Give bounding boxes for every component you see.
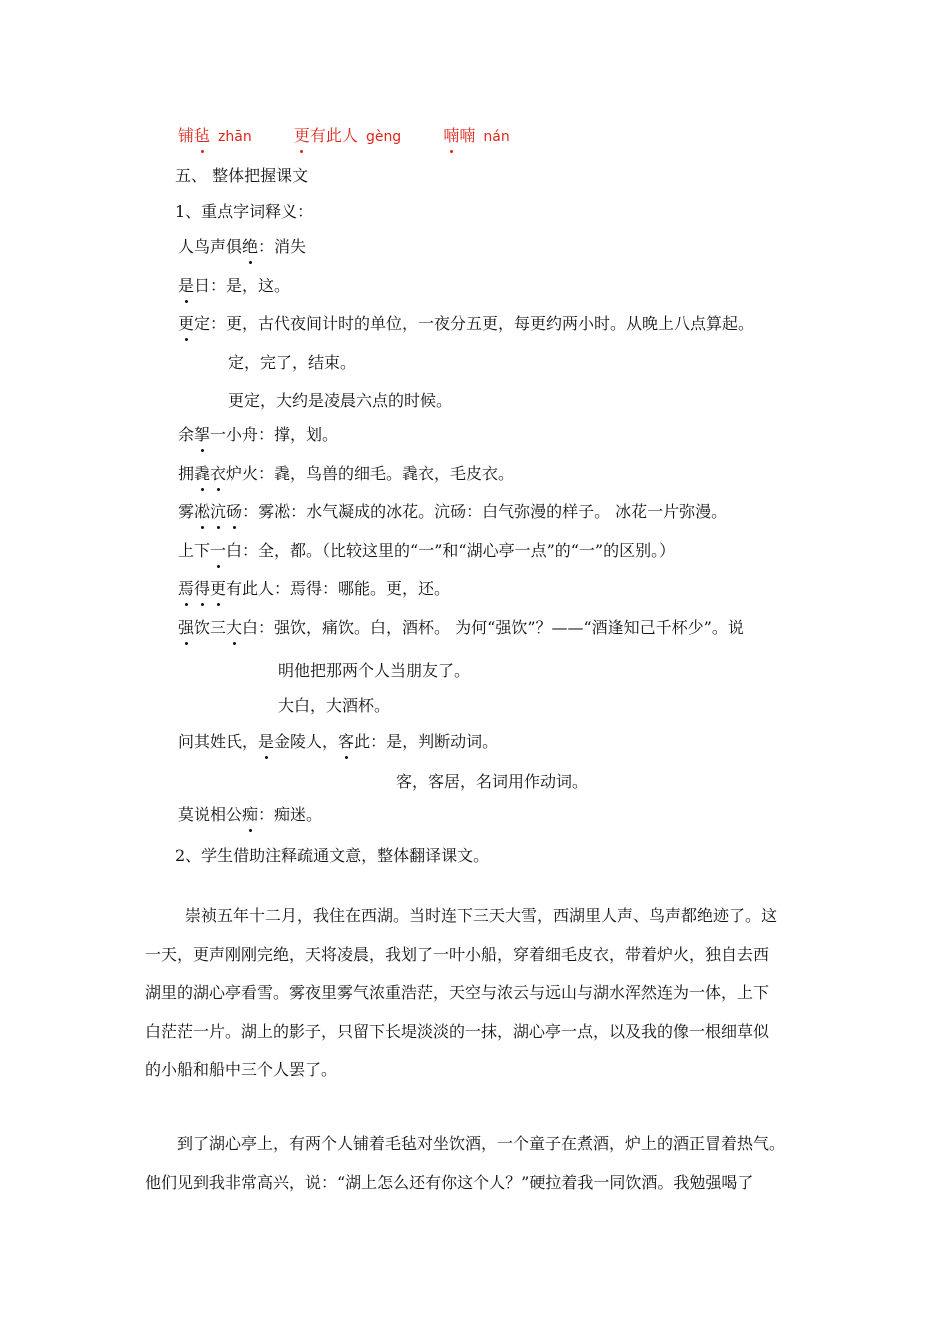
vocab-item: 莫说相公痴：痴迷。 bbox=[178, 805, 323, 824]
vocab-note: 定，完了，结束。 bbox=[228, 353, 357, 372]
pinyin-note: 更有此人 gèng bbox=[293, 126, 402, 145]
pinyin-note: 喃喃 nán bbox=[443, 126, 510, 145]
vocab-item: 拥毳衣炉火：毳，鸟兽的细毛。毳衣，毛皮衣。 bbox=[178, 464, 515, 483]
paragraph-line: 崇祯五年十二月，我住在西湖。当时连下三天大雪，西湖里人声、鸟声都绝迹了。这 bbox=[185, 906, 778, 925]
vocab-item: 上下一白：全，都。（比较这里的“一”和“湖心亭一点”的“一”的区别。） bbox=[178, 541, 676, 560]
section-title: 五、 整体把握课文 bbox=[175, 166, 309, 185]
paragraph-line: 的小船和船中三个人罢了。 bbox=[145, 1060, 338, 1080]
vocab-item: 雾凇沆砀：雾凇：水气凝成的冰花。沆砀：白气弥漫的样子。 冰花一片弥漫。 bbox=[178, 502, 728, 521]
vocab-item: 强饮三大白：强饮，痛饮。白，酒杯。 为何“强饮”？——“酒逢知己千杯少”。说 bbox=[178, 618, 744, 637]
subheading-2: 2、学生借助注释疏通文意，整体翻译课文。 bbox=[175, 846, 490, 865]
vocab-item: 更定：更，古代夜间计时的单位，一夜分五更，每更约两小时。从晚上八点算起。 bbox=[178, 314, 755, 333]
translation-paragraph-2 bbox=[145, 1125, 825, 1202]
paragraph-line: 到了湖心亭上，有两个人铺着毛毡对坐饮酒，一个童子在煮酒，炉上的酒正冒着热气。 bbox=[177, 1134, 786, 1153]
vocab-item: 焉得更有此人：焉得：哪能。更，还。 bbox=[178, 579, 451, 598]
translation-paragraph-1 bbox=[145, 897, 825, 1090]
paragraph-line: 一天，更声刚刚完绝，天将凌晨，我划了一叶小船，穿着细毛皮衣，带着炉火，独自去西 bbox=[145, 944, 770, 964]
vocab-item: 余挐一小舟：撑，划。 bbox=[178, 425, 339, 444]
vocab-note: 明他把那两个人当朋友了。 bbox=[278, 661, 471, 680]
vocab-note: 更定，大约是凌晨六点的时候。 bbox=[228, 391, 453, 410]
pinyin-note: 铺毡 zhān bbox=[178, 126, 252, 145]
vocab-item: 是日：是，这。 bbox=[178, 276, 291, 295]
paragraph-line: 白茫茫一片。湖上的影子，只留下长堤淡淡的一抹，湖心亭一点，以及我的像一根细草似 bbox=[145, 1021, 770, 1041]
pinyin-notes bbox=[178, 125, 510, 148]
vocab-item: 人鸟声俱绝：消失 bbox=[178, 237, 307, 256]
subheading-1: 1、重点字词释义： bbox=[175, 202, 314, 221]
vocab-note: 大白，大酒杯。 bbox=[278, 696, 391, 715]
paragraph-line: 湖里的湖心亭看雪。雾夜里雾气浓重浩茫，天空与浓云与远山与湖水浑然连为一体，上下 bbox=[145, 983, 770, 1003]
vocab-item: 问其姓氏，是金陵人，客此：是，判断动词。 bbox=[178, 732, 499, 751]
paragraph-line: 他们见到我非常高兴，说：“湖上怎么还有你这个人？”硬拉着我一同饮酒。我勉强喝了 bbox=[145, 1172, 754, 1192]
vocab-note: 客，客居，名词用作动词。 bbox=[396, 772, 589, 791]
